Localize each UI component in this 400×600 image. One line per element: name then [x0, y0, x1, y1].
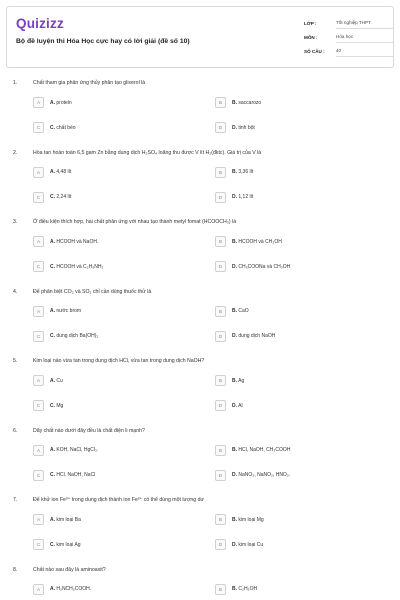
option-label [50, 447, 98, 453]
option-checkbox[interactable]: D [215, 470, 226, 481]
option-letter: C. [50, 333, 55, 339]
option-checkbox[interactable]: B [215, 375, 226, 386]
question-text: Chất tham gia phản ứng thủy phân tạo glixerol là [33, 80, 146, 86]
option-label [50, 194, 71, 200]
option-letter: A. [50, 169, 55, 175]
question-number: 5. [13, 358, 18, 364]
answer-option[interactable] [33, 470, 95, 481]
option-letter: A. [50, 447, 55, 453]
option-label [50, 169, 71, 175]
option-checkbox[interactable]: D [215, 539, 226, 550]
option-label [232, 378, 244, 384]
answer-option[interactable] [33, 375, 63, 386]
option-label [232, 586, 257, 592]
answer-option[interactable] [215, 331, 275, 342]
option-label [232, 472, 290, 478]
option-checkbox[interactable]: B [215, 306, 226, 317]
option-letter: D. [232, 333, 237, 339]
option-label [232, 517, 264, 523]
option-letter: D. [232, 263, 237, 270]
answer-option[interactable] [33, 192, 71, 203]
meta-value: Tốt nghiệp THPT [336, 17, 394, 29]
answer-option[interactable] [33, 167, 71, 178]
option-text: dung dịch NaOH [238, 333, 276, 339]
question-number: 3. [13, 219, 18, 225]
option-text: HCOOH và NaOH. [56, 238, 99, 245]
meta-label: MÔN : [304, 34, 318, 40]
answer-option[interactable] [33, 122, 76, 133]
option-text: chất béo [56, 124, 76, 131]
option-text: kim loại Ag [56, 541, 81, 548]
answer-option[interactable] [215, 514, 264, 525]
option-text: kim loại Cu [238, 541, 264, 548]
option-label [50, 264, 103, 270]
answer-option[interactable] [33, 400, 63, 411]
option-label [50, 517, 81, 523]
option-checkbox[interactable]: B [215, 167, 226, 178]
meta-row-class [304, 16, 394, 30]
answer-option[interactable] [215, 122, 255, 133]
answer-option[interactable] [215, 584, 257, 595]
option-label [232, 169, 253, 175]
option-label [50, 403, 63, 409]
option-text: 4,48 lít [56, 169, 72, 175]
option-letter: C. [50, 194, 55, 200]
option-letter: B. [232, 516, 237, 523]
question-text: Để khử ion Fe³⁺ trong dung dịch thành ion Fe²⁺ có thể dùng một lượng dư [33, 497, 204, 503]
question-number: 2. [13, 149, 18, 156]
option-text: 1,12 lít [238, 194, 254, 200]
option-text: 2,24 lít [56, 194, 72, 200]
option-checkbox[interactable]: D [215, 261, 226, 272]
option-checkbox[interactable]: A [33, 514, 44, 525]
option-checkbox[interactable]: B [215, 584, 226, 595]
option-letter: D. [232, 194, 237, 200]
option-letter: D. [232, 472, 237, 478]
option-checkbox[interactable]: A [33, 584, 44, 595]
option-checkbox[interactable]: A [33, 306, 44, 317]
option-letter: C. [50, 541, 55, 548]
question-text: Chất nào sau đây là aminoaxit? [33, 566, 106, 573]
option-label [50, 378, 63, 384]
answer-option[interactable] [215, 400, 243, 411]
option-checkbox[interactable]: B [215, 514, 226, 525]
option-checkbox[interactable]: C [33, 331, 44, 342]
option-text: HCOOH và C₂H₅NH₂ [56, 263, 104, 270]
option-label [50, 586, 91, 592]
option-letter: B. [232, 99, 237, 106]
answer-option[interactable] [33, 584, 91, 595]
option-checkbox[interactable]: A [33, 236, 44, 247]
answer-option[interactable] [215, 539, 263, 550]
option-letter: D. [232, 124, 237, 131]
option-label [232, 125, 255, 131]
question-number: 6. [13, 427, 18, 434]
option-checkbox[interactable]: C [33, 261, 44, 272]
option-text: saccarozo [238, 99, 262, 106]
option-checkbox[interactable]: B [215, 445, 226, 456]
option-letter: B. [232, 308, 237, 314]
option-text: KOH, NaCl, HgCl₂. [56, 447, 99, 453]
option-letter: D. [232, 541, 237, 548]
option-text: Mg [56, 402, 64, 409]
answer-option[interactable] [33, 306, 81, 317]
answer-option[interactable] [215, 375, 244, 386]
option-checkbox[interactable]: D [215, 400, 226, 411]
option-letter: B. [232, 586, 237, 592]
option-text: HCl, NaOH, NaCl [56, 472, 96, 478]
question-number: 4. [13, 288, 18, 295]
option-text: Al [238, 402, 243, 409]
option-text: HCl, NaOH, CH₃COOH [238, 447, 291, 453]
option-label [50, 100, 72, 106]
worksheet-header [6, 6, 394, 68]
answer-option[interactable] [215, 192, 253, 203]
answer-option[interactable] [33, 331, 98, 342]
option-checkbox[interactable]: A [33, 97, 44, 108]
option-checkbox[interactable]: D [215, 331, 226, 342]
option-checkbox[interactable]: C [33, 192, 44, 203]
document-title: Bộ đề luyện thi Hóa Học cực hay có lời giải (đề số 10) [16, 38, 190, 45]
option-checkbox[interactable]: A [33, 375, 44, 386]
option-label [50, 333, 98, 339]
question-number: 8. [13, 566, 18, 573]
option-label [232, 100, 261, 106]
option-text: kim loại Ba [56, 516, 81, 523]
option-checkbox[interactable]: D [215, 192, 226, 203]
option-label [232, 333, 275, 339]
option-label [232, 239, 282, 245]
answer-option[interactable] [33, 236, 98, 247]
option-text: 3,36 lít [238, 169, 254, 175]
answer-option[interactable] [215, 261, 290, 272]
meta-row-subject [304, 30, 394, 44]
answer-option[interactable] [33, 514, 81, 525]
option-letter: A. [50, 99, 55, 106]
option-letter: A. [50, 586, 55, 592]
option-text: protein [56, 99, 72, 106]
option-letter: B. [232, 447, 237, 453]
option-checkbox[interactable]: B [215, 97, 226, 108]
option-text: Ag [238, 377, 245, 384]
option-text: dung dịch Ba(OH)₂ [56, 333, 99, 339]
answer-option[interactable] [215, 97, 261, 108]
option-label [50, 239, 98, 245]
option-checkbox[interactable]: C [33, 400, 44, 411]
option-checkbox[interactable]: D [215, 122, 226, 133]
option-checkbox[interactable]: C [33, 122, 44, 133]
option-letter: B. [232, 169, 237, 175]
option-text: CaO [238, 308, 249, 314]
meta-row-count [304, 44, 394, 58]
option-label [232, 447, 290, 453]
option-text: C₂H₅OH [238, 586, 258, 592]
option-label [50, 125, 76, 131]
option-checkbox[interactable]: A [33, 167, 44, 178]
answer-option[interactable] [33, 97, 72, 108]
question-text: Kim loại nào vừa tan trong dung dịch HCl, vừa tan trong dung dịch NaOH? [33, 358, 205, 364]
option-label [232, 403, 243, 409]
quizizz-logo[interactable]: Quizizz [16, 16, 64, 31]
option-checkbox[interactable]: C [33, 539, 44, 550]
option-text: CH₃COONa và CH₃OH [238, 263, 291, 270]
answer-option[interactable] [215, 445, 290, 456]
option-letter: C. [50, 472, 55, 478]
option-letter: C. [50, 263, 55, 270]
answer-option[interactable] [33, 261, 103, 272]
meta-panel [304, 16, 394, 58]
option-letter: A. [50, 308, 55, 314]
option-letter: C. [50, 124, 55, 131]
option-text: H₂NCH₂COOH. [56, 586, 92, 592]
meta-value: 40 [336, 45, 394, 57]
option-label [50, 308, 81, 314]
option-text: nước brom [56, 308, 82, 314]
question-text: Hòa tan hoàn toàn 6,5 gam Zn bằng dung dịch H₂SO₄ loãng thu được V lít H₂(đktc). Giá trị của V là [33, 149, 262, 156]
option-letter: A. [50, 516, 55, 523]
option-checkbox[interactable]: C [33, 470, 44, 481]
option-checkbox[interactable]: A [33, 445, 44, 456]
option-letter: D. [232, 402, 237, 409]
option-checkbox[interactable]: B [215, 236, 226, 247]
option-letter: A. [50, 377, 55, 384]
answer-option[interactable] [33, 539, 81, 550]
option-text: kim loại Mg [238, 516, 264, 523]
option-letter: B. [232, 238, 237, 245]
option-text: HCOOH và CH₃OH [238, 238, 282, 245]
option-label [232, 308, 249, 314]
option-label [232, 264, 290, 270]
meta-value: Hóa học [336, 31, 394, 43]
question-number: 1. [13, 80, 18, 86]
option-text: NaNO₃, NaNO₂, HNO₂. [238, 472, 291, 478]
answer-option[interactable] [215, 470, 290, 481]
option-label [50, 542, 81, 548]
option-letter: A. [50, 238, 55, 245]
meta-label: LỚP : [304, 20, 317, 26]
question-text: Ở điều kiện thích hợp, hai chất phản ứng với nhau tạo thành metyl fomat (HCOOCH₃) là [33, 219, 237, 225]
answer-option[interactable] [215, 306, 249, 317]
meta-label: SỐ CÂU : [304, 48, 325, 54]
question-number: 7. [13, 497, 18, 503]
option-text: Cu [56, 377, 63, 384]
option-label [232, 542, 263, 548]
question-text: Để phân biệt CO₂ và SO₂ chỉ cần dùng thuốc thử là [33, 288, 152, 295]
option-label [232, 194, 253, 200]
answer-option[interactable] [215, 167, 253, 178]
option-label [50, 472, 95, 478]
option-letter: B. [232, 377, 237, 384]
option-letter: C. [50, 402, 55, 409]
answer-option[interactable] [215, 236, 282, 247]
question-text: Dãy chất nào dưới đây đều là chất điện li mạnh? [33, 427, 145, 434]
answer-option[interactable] [33, 445, 98, 456]
option-text: tinh bột [238, 124, 255, 131]
